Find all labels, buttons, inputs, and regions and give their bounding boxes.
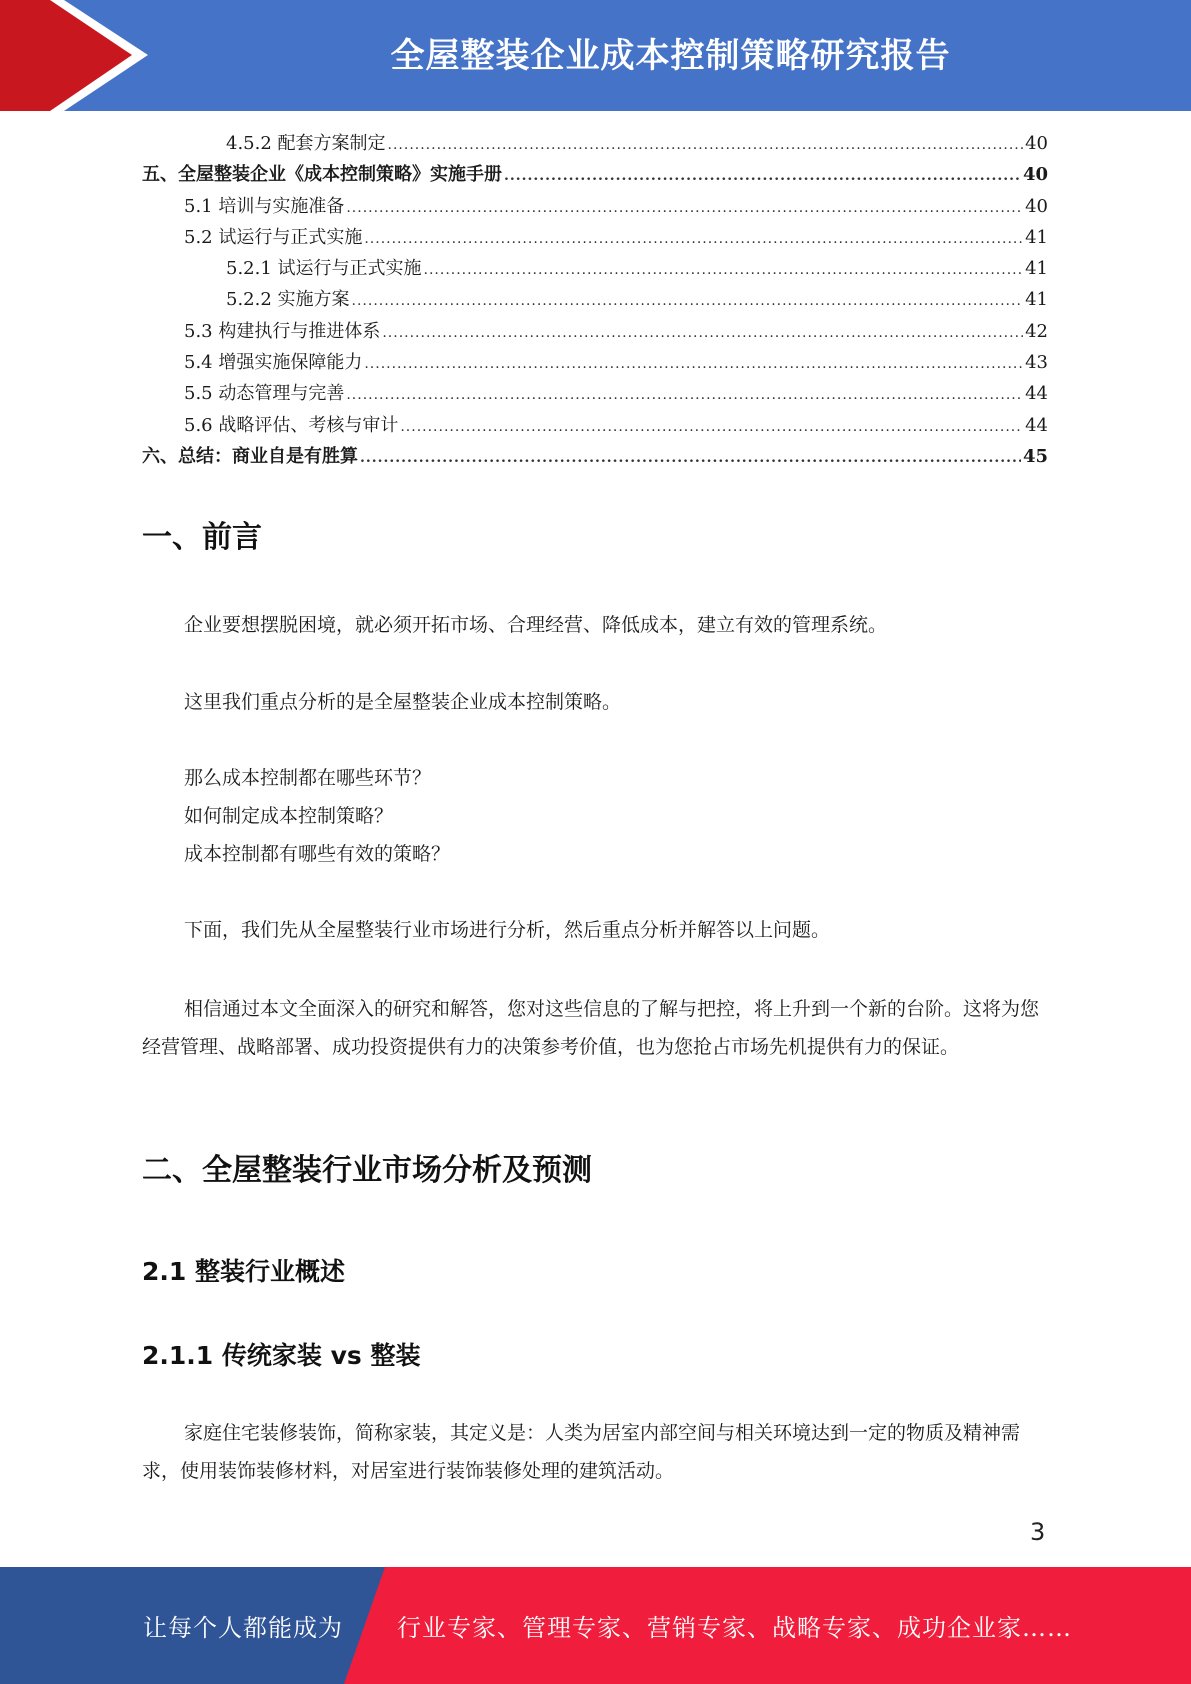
- toc-entry[interactable]: [142, 253, 1048, 284]
- toc-entry[interactable]: [142, 222, 1048, 253]
- toc-entry[interactable]: [142, 378, 1048, 409]
- toc-entry-label: 5.2.2 实施方案: [226, 289, 350, 311]
- section-heading-preface: 一、前言: [142, 520, 262, 555]
- toc-entry-page: 43: [1025, 352, 1048, 374]
- paragraph: 这里我们重点分析的是全屋整装企业成本控制策略。: [184, 691, 622, 713]
- question-line: 如何制定成本控制策略？: [184, 805, 394, 827]
- toc-leader-dots: [388, 130, 1024, 161]
- toc-entry-page: 42: [1025, 320, 1048, 342]
- toc-entry-label: 五、全屋整装企业《成本控制策略》实施手册: [142, 164, 502, 186]
- toc-leader-dots: [352, 286, 1024, 317]
- paragraph: 家庭住宅装修装饰，简称家装，其定义是：人类为居室内部空间与相关环境达到一定的物质及精神需求，使用装饰装修材料，对居室进行装饰装修处理的建筑活动。: [142, 1422, 1021, 1482]
- toc-entry-label: 六、总结：商业自是有胜算: [142, 445, 358, 467]
- toc-entry-page: 45: [1022, 445, 1048, 467]
- toc-leader-dots: [504, 161, 1021, 192]
- toc-entry-page: 41: [1025, 258, 1048, 280]
- paragraph: 企业要想摆脱困境，就必须开拓市场、合理经营、降低成本，建立有效的管理系统。: [184, 614, 888, 636]
- toc-entry-label: 5.5 动态管理与完善: [184, 383, 345, 405]
- toc-leader-dots: [400, 412, 1023, 443]
- toc-entry[interactable]: [142, 191, 1048, 222]
- footer-slogan-left: 让每个人都能成为: [143, 1614, 343, 1642]
- toc-entry-page: 41: [1025, 226, 1048, 248]
- toc-leader-dots: [360, 443, 1021, 474]
- toc-entry[interactable]: [142, 128, 1048, 159]
- toc-entry-page: 40: [1025, 133, 1048, 154]
- toc-entry-label: 5.2 试运行与正式实施: [184, 226, 363, 248]
- toc-entry-label: 4.5.2 配套方案制定: [226, 133, 386, 154]
- toc-entry-page: 40: [1025, 195, 1048, 217]
- paragraph: 下面，我们先从全屋整装行业市场进行分析，然后重点分析并解答以上问题。: [184, 919, 831, 941]
- report-title: 全屋整装企业成本控制策略研究报告: [390, 35, 951, 76]
- section-heading-market: 二、全屋整装行业市场分析及预测: [142, 1153, 592, 1188]
- table-of-contents: [142, 128, 1048, 472]
- toc-entry-label: 5.1 培训与实施准备: [184, 195, 345, 217]
- paragraph: 相信通过本文全面深入的研究和解答，您对这些信息的了解与把控，将上升到一个新的台阶。这将为您经营管理、战略部署、成功投资提供有力的决策参考价值，也为您抢占市场先机提供有力的保证。: [142, 998, 1040, 1058]
- toc-entry[interactable]: [142, 284, 1048, 315]
- toc-entry[interactable]: [142, 159, 1048, 190]
- toc-leader-dots: [346, 193, 1023, 224]
- toc-entry-label: 5.6 战略评估、考核与审计: [184, 414, 399, 436]
- toc-entry-label: 5.2.1 试运行与正式实施: [226, 258, 422, 280]
- toc-leader-dots: [382, 318, 1023, 349]
- question-line: 成本控制都有哪些有效的策略？: [184, 843, 451, 865]
- toc-entry[interactable]: [142, 316, 1048, 347]
- footer-slogan-right: 行业专家、管理专家、营销专家、战略专家、成功企业家……: [397, 1614, 1072, 1642]
- question-line: 那么成本控制都在哪些环节？: [184, 767, 432, 789]
- toc-entry-page: 44: [1025, 414, 1048, 436]
- page-number: 3: [1030, 1518, 1046, 1546]
- toc-entry[interactable]: [142, 441, 1048, 472]
- footer-banner: [0, 1567, 1191, 1684]
- toc-entry-page: 44: [1025, 383, 1048, 405]
- toc-entry-page: 41: [1025, 289, 1048, 311]
- toc-entry-label: 5.3 构建执行与推进体系: [184, 320, 381, 342]
- subsection-heading: 2.1.1 传统家装 vs 整装: [142, 1341, 421, 1370]
- toc-entry[interactable]: [142, 347, 1048, 378]
- toc-entry-page: 40: [1022, 164, 1048, 186]
- toc-entry[interactable]: [142, 410, 1048, 441]
- toc-leader-dots: [364, 224, 1023, 255]
- toc-leader-dots: [424, 255, 1024, 286]
- toc-entry-label: 5.4 增强实施保障能力: [184, 352, 363, 374]
- header-banner: [0, 0, 1191, 111]
- toc-leader-dots: [346, 380, 1023, 411]
- subsection-heading: 2.1 整装行业概述: [142, 1257, 345, 1286]
- toc-leader-dots: [364, 349, 1023, 380]
